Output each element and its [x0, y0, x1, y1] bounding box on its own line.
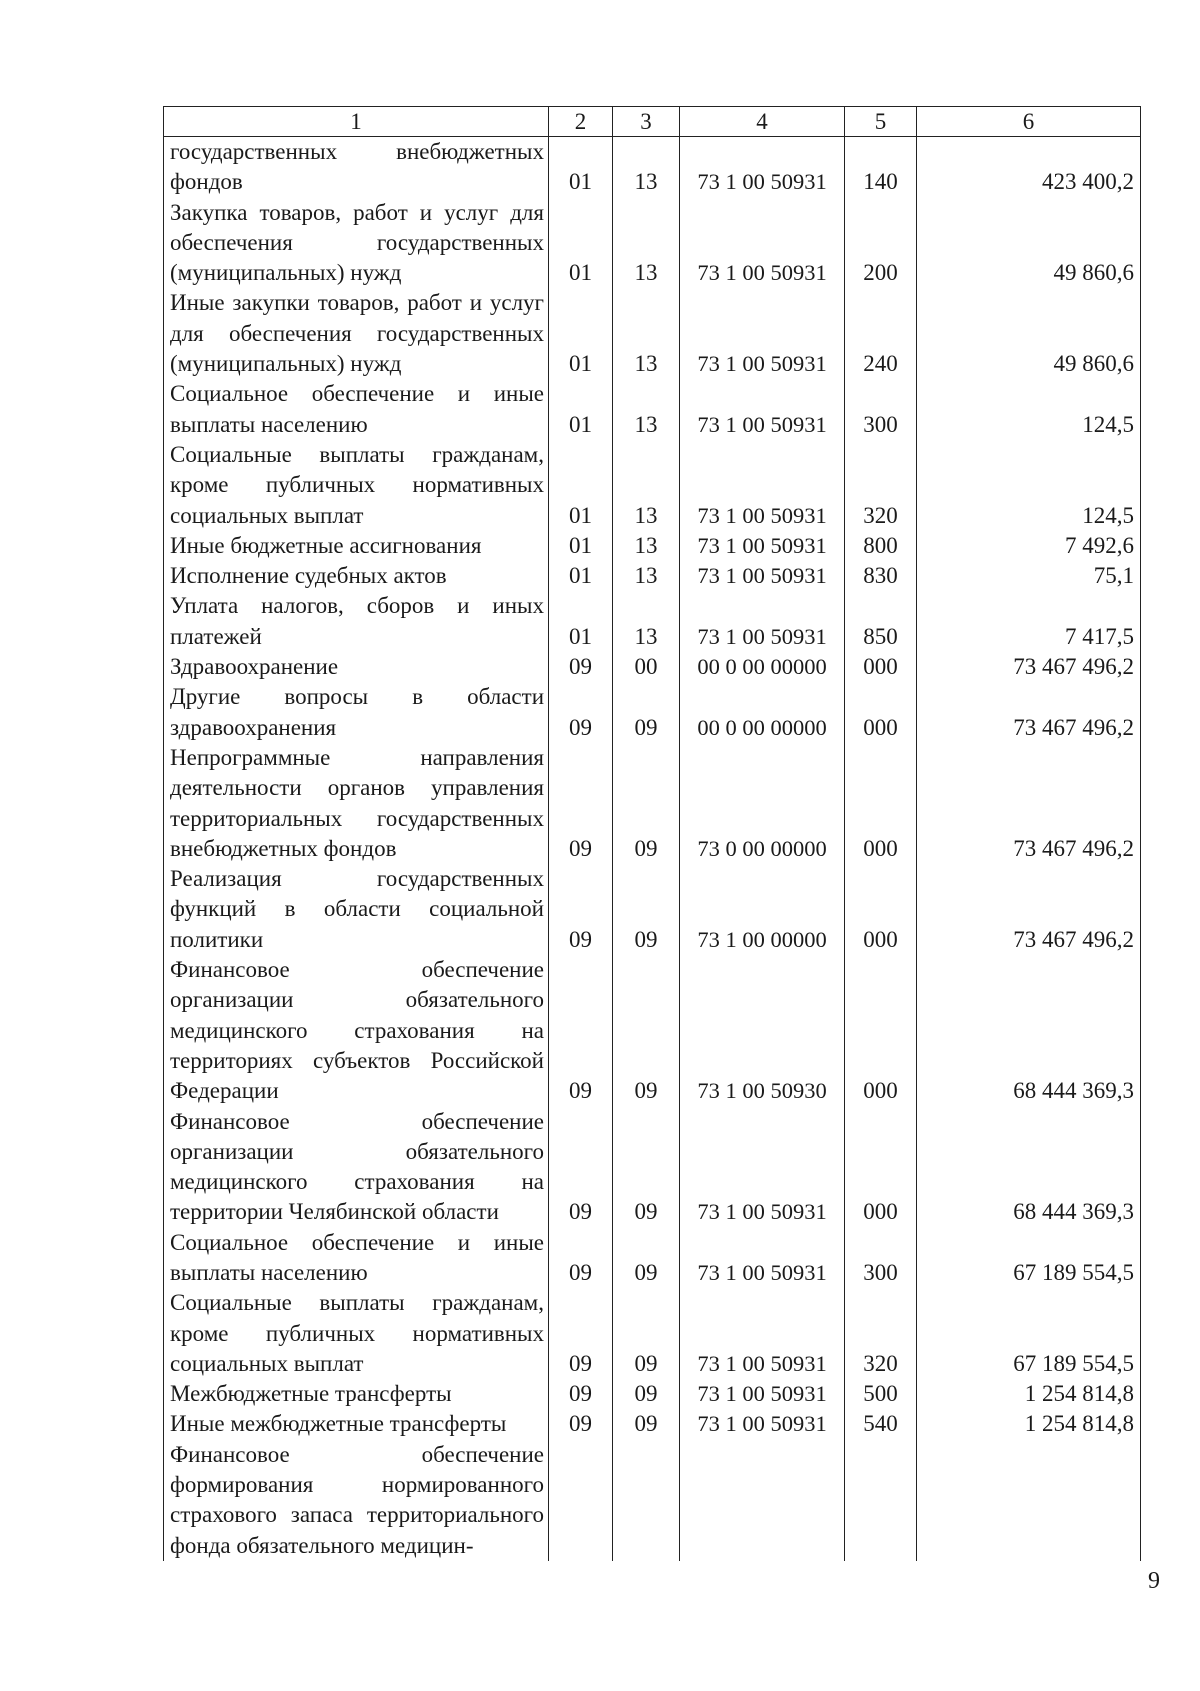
row-amount-cell: 49 860,6 [917, 198, 1141, 289]
row-subsection-cell: 09 [613, 1228, 680, 1289]
budget-table [163, 106, 1141, 1561]
row-name-cell: Здравоохранение [164, 652, 549, 682]
row-expense-type-cell: 320 [845, 440, 917, 531]
row-section-cell: 01 [549, 379, 613, 440]
row-name-cell: Межбюджетные трансферты [164, 1379, 549, 1409]
row-name-cell: Закупка товаров, работ и услуг для обеспечения государственных (муниципальных) нужд [164, 198, 549, 289]
row-section-cell: 09 [549, 955, 613, 1106]
row-subsection-cell: 09 [613, 1379, 680, 1409]
row-expense-type-cell [845, 1440, 917, 1561]
table-row [164, 379, 1141, 440]
header-col-6: 6 [917, 107, 1141, 137]
table-row [164, 591, 1141, 652]
row-target-code-cell: 73 1 00 50931 [680, 198, 845, 289]
row-subsection-cell: 13 [613, 561, 680, 591]
row-expense-type-cell: 320 [845, 1288, 917, 1379]
page-number: 9 [1148, 1568, 1160, 1594]
row-section-cell: 09 [549, 864, 613, 955]
row-target-code-cell: 73 1 00 50930 [680, 955, 845, 1106]
table-row [164, 1107, 1141, 1228]
row-section-cell: 09 [549, 1228, 613, 1289]
table-row [164, 682, 1141, 743]
row-subsection-cell: 09 [613, 864, 680, 955]
row-target-code-cell: 73 1 00 50931 [680, 288, 845, 379]
table-body [164, 137, 1141, 1561]
row-expense-type-cell: 000 [845, 1107, 917, 1228]
table-row [164, 531, 1141, 561]
header-col-1: 1 [164, 107, 549, 137]
row-expense-type-cell: 140 [845, 137, 917, 198]
row-name-cell: Другие вопросы в области здравоохранения [164, 682, 549, 743]
row-target-code-cell: 00 0 00 00000 [680, 682, 845, 743]
row-section-cell: 01 [549, 137, 613, 198]
header-row [164, 107, 1141, 137]
row-subsection-cell: 09 [613, 1107, 680, 1228]
row-amount-cell: 68 444 369,3 [917, 1107, 1141, 1228]
table-row [164, 137, 1141, 198]
row-name-cell: Исполнение судебных актов [164, 561, 549, 591]
row-target-code-cell: 73 1 00 50931 [680, 440, 845, 531]
row-name-cell: Уплата налогов, сборов и иных платежей [164, 591, 549, 652]
row-target-code-cell: 73 1 00 00000 [680, 864, 845, 955]
header-col-2: 2 [549, 107, 613, 137]
row-target-code-cell: 73 1 00 50931 [680, 591, 845, 652]
row-section-cell: 01 [549, 561, 613, 591]
row-amount-cell: 49 860,6 [917, 288, 1141, 379]
row-subsection-cell: 09 [613, 1409, 680, 1439]
row-target-code-cell: 73 1 00 50931 [680, 1228, 845, 1289]
row-subsection-cell: 09 [613, 955, 680, 1106]
row-section-cell: 09 [549, 1379, 613, 1409]
header-col-5: 5 [845, 107, 917, 137]
row-amount-cell: 124,5 [917, 379, 1141, 440]
row-subsection-cell: 09 [613, 682, 680, 743]
row-expense-type-cell: 000 [845, 682, 917, 743]
row-subsection-cell: 13 [613, 137, 680, 198]
row-subsection-cell: 13 [613, 198, 680, 289]
row-amount-cell: 73 467 496,2 [917, 682, 1141, 743]
row-target-code-cell: 73 1 00 50931 [680, 1107, 845, 1228]
table-row [164, 1409, 1141, 1439]
row-section-cell: 09 [549, 1409, 613, 1439]
table-row [164, 198, 1141, 289]
row-target-code-cell: 73 1 00 50931 [680, 1409, 845, 1439]
row-subsection-cell: 09 [613, 743, 680, 864]
row-section-cell: 01 [549, 531, 613, 561]
table-row [164, 561, 1141, 591]
row-expense-type-cell: 500 [845, 1379, 917, 1409]
row-subsection-cell: 00 [613, 652, 680, 682]
row-name-cell: Социальное обеспечение и иные выплаты населению [164, 1228, 549, 1289]
row-section-cell: 01 [549, 198, 613, 289]
row-expense-type-cell: 830 [845, 561, 917, 591]
row-section-cell [549, 1440, 613, 1561]
row-name-cell: Социальные выплаты гражданам, кроме публичных нормативных социальных выплат [164, 1288, 549, 1379]
row-section-cell: 01 [549, 591, 613, 652]
row-expense-type-cell: 240 [845, 288, 917, 379]
row-section-cell: 01 [549, 440, 613, 531]
row-target-code-cell [680, 1440, 845, 1561]
row-subsection-cell: 13 [613, 288, 680, 379]
row-expense-type-cell: 300 [845, 379, 917, 440]
row-amount-cell: 124,5 [917, 440, 1141, 531]
row-target-code-cell: 73 1 00 50931 [680, 379, 845, 440]
row-amount-cell: 1 254 814,8 [917, 1379, 1141, 1409]
header-col-3: 3 [613, 107, 680, 137]
row-expense-type-cell: 540 [845, 1409, 917, 1439]
row-target-code-cell: 73 1 00 50931 [680, 137, 845, 198]
row-amount-cell [917, 1440, 1141, 1561]
row-amount-cell: 7 417,5 [917, 591, 1141, 652]
row-subsection-cell: 13 [613, 591, 680, 652]
row-section-cell: 09 [549, 652, 613, 682]
row-amount-cell: 75,1 [917, 561, 1141, 591]
table-row [164, 1379, 1141, 1409]
row-name-cell: Непрограммные направления деятельности органов управления территориальных государственных внебюджетных фондов [164, 743, 549, 864]
row-name-cell: Иные закупки товаров, работ и услуг для обеспечения государственных (муниципальных) нужд [164, 288, 549, 379]
row-amount-cell: 67 189 554,5 [917, 1228, 1141, 1289]
row-name-cell: государственных внебюджетных фондов [164, 137, 549, 198]
row-target-code-cell: 00 0 00 00000 [680, 652, 845, 682]
row-expense-type-cell: 000 [845, 864, 917, 955]
row-name-cell: Иные бюджетные ассигнования [164, 531, 549, 561]
table-row [164, 743, 1141, 864]
row-section-cell: 09 [549, 1107, 613, 1228]
table-row [164, 288, 1141, 379]
row-subsection-cell [613, 1440, 680, 1561]
header-col-4: 4 [680, 107, 845, 137]
row-subsection-cell: 13 [613, 379, 680, 440]
table-row [164, 440, 1141, 531]
row-subsection-cell: 13 [613, 440, 680, 531]
row-expense-type-cell: 000 [845, 652, 917, 682]
row-section-cell: 09 [549, 1288, 613, 1379]
row-amount-cell: 73 467 496,2 [917, 864, 1141, 955]
row-amount-cell: 1 254 814,8 [917, 1409, 1141, 1439]
row-target-code-cell: 73 1 00 50931 [680, 1288, 845, 1379]
table-row [164, 1288, 1141, 1379]
row-name-cell: Финансовое обеспечение формирования нормированного страхового запаса территориального фонда обязательного медицин- [164, 1440, 549, 1561]
row-amount-cell: 7 492,6 [917, 531, 1141, 561]
row-name-cell: Иные межбюджетные трансферты [164, 1409, 549, 1439]
table-row [164, 652, 1141, 682]
row-name-cell: Финансовое обеспечение организации обязательного медицинского страхования на территории Челябинской области [164, 1107, 549, 1228]
row-target-code-cell: 73 0 00 00000 [680, 743, 845, 864]
row-expense-type-cell: 000 [845, 955, 917, 1106]
table-row [164, 864, 1141, 955]
row-expense-type-cell: 850 [845, 591, 917, 652]
row-subsection-cell: 09 [613, 1288, 680, 1379]
row-expense-type-cell: 000 [845, 743, 917, 864]
row-section-cell: 09 [549, 743, 613, 864]
row-section-cell: 09 [549, 682, 613, 743]
table-row [164, 1228, 1141, 1289]
row-name-cell: Социальное обеспечение и иные выплаты населению [164, 379, 549, 440]
table-row [164, 955, 1141, 1106]
row-expense-type-cell: 200 [845, 198, 917, 289]
row-subsection-cell: 13 [613, 531, 680, 561]
row-name-cell: Финансовое обеспечение организации обязательного медицинского страхования на территориях субъектов Российской Федерации [164, 955, 549, 1106]
row-expense-type-cell: 300 [845, 1228, 917, 1289]
row-name-cell: Социальные выплаты гражданам, кроме публичных нормативных социальных выплат [164, 440, 549, 531]
table-row [164, 1440, 1141, 1561]
row-target-code-cell: 73 1 00 50931 [680, 561, 845, 591]
row-expense-type-cell: 800 [845, 531, 917, 561]
row-amount-cell: 68 444 369,3 [917, 955, 1141, 1106]
row-target-code-cell: 73 1 00 50931 [680, 1379, 845, 1409]
row-amount-cell: 73 467 496,2 [917, 652, 1141, 682]
row-target-code-cell: 73 1 00 50931 [680, 531, 845, 561]
row-amount-cell: 67 189 554,5 [917, 1288, 1141, 1379]
row-amount-cell: 423 400,2 [917, 137, 1141, 198]
row-section-cell: 01 [549, 288, 613, 379]
row-amount-cell: 73 467 496,2 [917, 743, 1141, 864]
row-name-cell: Реализация государственных функций в области социальной политики [164, 864, 549, 955]
